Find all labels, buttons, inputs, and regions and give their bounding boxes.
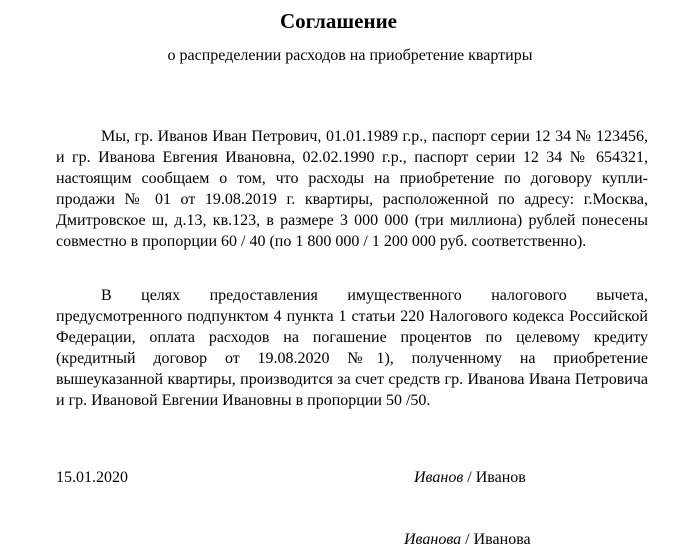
signature-ivanov: Иванов xyxy=(414,469,464,486)
signature-ivanova: Иванова xyxy=(404,531,462,548)
signature-separator: / xyxy=(461,531,474,548)
signature-line-ivanova xyxy=(404,530,531,550)
document-subtitle: о распределении расходов на приобретение квартиры xyxy=(167,47,533,64)
signer-name-ivanova: Иванова xyxy=(473,531,531,548)
paragraph-interest-split: В целях предоставления имущественного налогового вычета, предусмотренного подпунктом 4 пункта 1 статьи 220 Налогового кодекса Российской Федерации, оплата расходов на погашение процентов по целевому кредиту (кредитный договор от 19.08.2020 №1), полученному на приобретение вышеуказанной квартиры, производится за счет средств гр. Иванова Ивана Петровича и гр. Ивановой Евгении Ивановны в пропорции 50 /50. xyxy=(56,287,648,409)
paragraph-parties: Мы, гр. Иванов Иван Петрович, 01.01.1989 г.р., паспорт серии 12 34 № 123456, и гр. Иванова Евгения Ивановна, 02.02.1990 г.р., паспорт серии 12 34 № 654321, настоящим сообщаем о том, что расходы на приобретение по договору купли-продажи № 01 от 19.08.2019 г. квартиры, расположенной по адресу: г.Москва, Дмитровское ш, д.13, кв.123, в размере 3 000 000 (три миллиона) рублей понесены совместно в пропорции 60 / 40 (по 1 800 000 / 1 200 000 руб. соответственно). xyxy=(56,128,648,250)
document-title: Соглашение xyxy=(280,9,397,33)
document-date: 15.01.2020 xyxy=(56,469,128,486)
signature-separator: / xyxy=(463,469,476,486)
signer-name-ivanov: Иванов xyxy=(475,469,526,486)
signature-line-ivanov xyxy=(414,468,526,488)
